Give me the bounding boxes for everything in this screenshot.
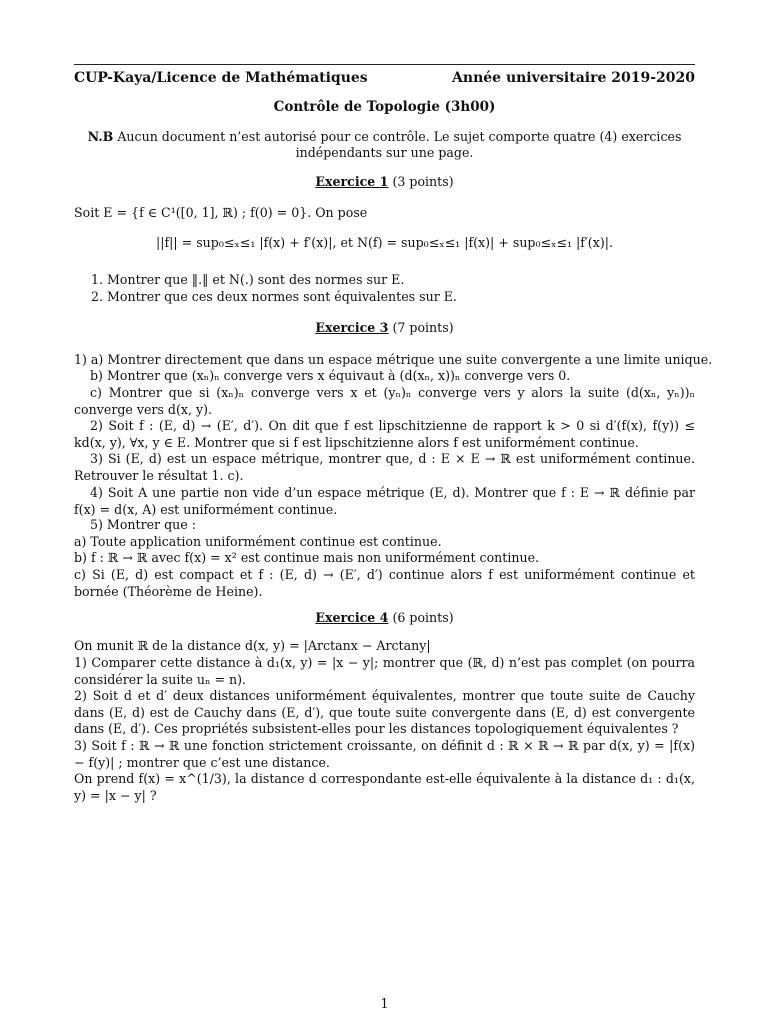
exercise-1-question-1: 1. Montrer que ‖.‖ et N(.) sont des normes sur E. bbox=[91, 272, 405, 287]
header-institution: CUP-Kaya/Licence de Mathématiques bbox=[74, 70, 368, 86]
exercise-4-heading bbox=[74, 610, 695, 627]
exercise-1-formula: ||f|| = sup₀≤ₓ≤₁ |f(x) + f′(x)|, et N(f) = sup₀≤ₓ≤₁ |f(x)| + sup₀≤ₓ≤₁ |f′(x)|. bbox=[156, 235, 613, 250]
document-header bbox=[74, 70, 695, 87]
exercise-4-points: (6 points) bbox=[392, 610, 454, 625]
note-label: N.B bbox=[87, 129, 114, 144]
exercise-3-part-1b: b) Montrer que (xₙ)ₙ converge vers x équivaut à (d(xₙ, x))ₙ converge vers 0. bbox=[90, 368, 571, 383]
exercise-3-part-2: 2) Soit f : (E, d) → (E′, d′). On dit que f est lipschitzienne de rapport k > 0 si d′(f(x), f(y)) ≤ kd(x, y), ∀x, y ∈ E. Montrer que si f est lipschitzienne alors f est uniformément continue. bbox=[74, 418, 695, 450]
page-number: 1 bbox=[380, 996, 389, 1011]
exercise-3-part-5a: a) Toute application uniformément continue est continue. bbox=[74, 534, 442, 549]
exam-title: Contrôle de Topologie (3h00) bbox=[273, 99, 496, 115]
exercise-4-question-4: On prend f(x) = x^(1/3), la distance d correspondante est-elle équivalente à la distance d₁ : d₁(x, y) = |x − y| ? bbox=[74, 771, 695, 803]
exercise-1-intro: Soit E = {f ∈ C¹([0, 1], ℝ) ; f(0) = 0}. On pose bbox=[74, 205, 368, 220]
note-text: Aucun document n’est autorisé pour ce contrôle. Le sujet comporte quatre (4) exercices indépendants sur une page. bbox=[117, 129, 682, 160]
document-page bbox=[74, 0, 713, 1024]
exercise-4-question-1: 1) Comparer cette distance à d₁(x, y) = |x − y|; montrer que (ℝ, d) n’est pas complet (on pourra considérer la suite uₙ = n). bbox=[74, 655, 695, 687]
exercise-4-title: Exercice 4 bbox=[315, 610, 389, 625]
exercise-3-title: Exercice 3 bbox=[315, 320, 389, 335]
exercise-1-question-2: 2. Montrer que ces deux normes sont équivalentes sur E. bbox=[91, 289, 457, 304]
exercise-3-heading bbox=[74, 320, 695, 337]
exercise-3-part-1c: c) Montrer que si (xₙ)ₙ converge vers x et (yₙ)ₙ converge vers y alors la suite (d(xₙ, yₙ))ₙ converge vers d(x, y). bbox=[74, 385, 695, 417]
exercise-3-part-1a: 1) a) Montrer directement que dans un espace métrique une suite convergente a une limite unique. bbox=[74, 352, 713, 367]
exercise-3-part-4: 4) Soit A une partie non vide d’un espace métrique (E, d). Montrer que f : E → ℝ définie par f(x) = d(x, A) est uniformément continue. bbox=[74, 485, 695, 517]
exercise-1-heading bbox=[74, 174, 695, 191]
exercise-1-points: (3 points) bbox=[392, 174, 454, 189]
header-year: Année universitaire 2019-2020 bbox=[452, 70, 695, 86]
exercise-3-part-5: 5) Montrer que : bbox=[90, 517, 196, 532]
exercise-3-part-5b: b) f : ℝ → ℝ avec f(x) = x² est continue mais non uniformément continue. bbox=[74, 550, 540, 565]
exam-note bbox=[74, 129, 695, 161]
exercise-3-points: (7 points) bbox=[392, 320, 454, 335]
header-rule bbox=[74, 64, 695, 65]
exercise-4-question-2: 2) Soit d et d′ deux distances uniformément équivalentes, montrer que toute suite de Cauchy dans (E, d) est de Cauchy dans (E, d′), que toute suite convergente dans (E, d) est convergente dans (E, d′). Ces propriétés subsistent-elles pour les distances topologiquement équivalentes ? bbox=[74, 688, 695, 736]
exercise-1-title: Exercice 1 bbox=[315, 174, 389, 189]
exercise-4-intro: On munit ℝ de la distance d(x, y) = |Arctanx − Arctany| bbox=[74, 638, 431, 653]
exercise-3-part-5c: c) Si (E, d) est compact et f : (E, d) → (E′, d′) continue alors f est uniformément continue et bornée (Théorème de Heine). bbox=[74, 567, 695, 599]
exercise-3-part-3: 3) Si (E, d) est un espace métrique, montrer que, d : E × E → ℝ est uniformément continue. Retrouver le résultat 1. c). bbox=[74, 451, 695, 483]
exercise-4-question-3: 3) Soit f : ℝ → ℝ une fonction strictement croissante, on définit d : ℝ × ℝ → ℝ par d(x, y) = |f(x) − f(y)| ; montrer que c’est une distance. bbox=[74, 738, 695, 770]
